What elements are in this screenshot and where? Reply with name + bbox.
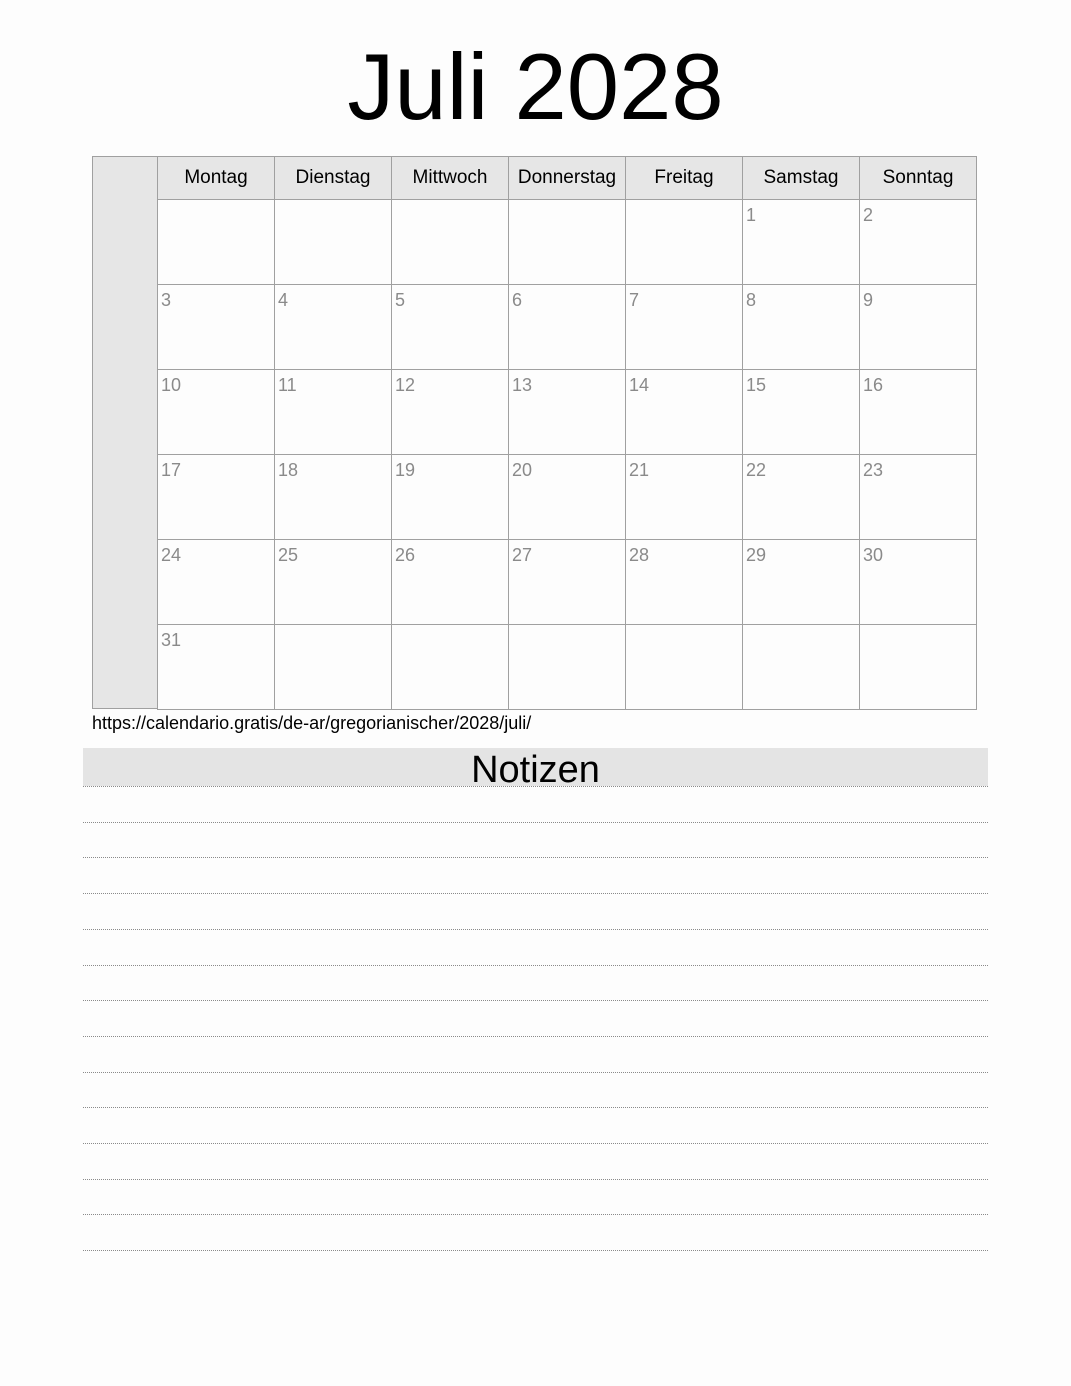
day-cell [626,625,743,710]
day-number [158,200,274,205]
day-number: 31 [161,630,182,650]
day-cell [158,455,275,540]
day-cell [743,455,860,540]
day-number: 18 [278,460,299,480]
day-number: 25 [278,545,299,565]
day-cell [275,540,392,625]
day-number: 1 [746,205,757,225]
weekday-header: Donnerstag [509,157,626,200]
day-number [275,625,391,630]
day-number: 8 [746,290,757,310]
day-number: 6 [512,290,523,310]
day-number: 16 [863,375,884,395]
weekday-header: Dienstag [275,157,392,200]
day-number: 26 [395,545,416,565]
note-line [83,1107,988,1108]
day-number: 27 [512,545,533,565]
day-cell [626,540,743,625]
note-line [83,1000,988,1001]
note-line [83,893,988,894]
day-cell [743,370,860,455]
day-number [743,625,859,630]
week-number-column [92,156,157,709]
day-number: 30 [863,545,884,565]
note-line [83,1250,988,1251]
weekday-header: Mittwoch [392,157,509,200]
weekday-header: Freitag [626,157,743,200]
week-row [158,285,977,370]
day-cell [860,370,977,455]
day-number: 20 [512,460,533,480]
day-cell [743,200,860,285]
day-cell [158,370,275,455]
week-row [158,455,977,540]
day-number: 10 [161,375,182,395]
day-cell [860,285,977,370]
day-number: 22 [746,460,767,480]
day-number [860,625,976,630]
day-cell [509,285,626,370]
note-line [83,857,988,858]
day-cell [860,200,977,285]
note-line [83,1072,988,1073]
calendar-grid [157,156,977,710]
source-url: https://calendario.gratis/de-ar/gregorianischer/2028/juli/ [92,713,532,733]
page-title: Juli 2028 [347,34,724,139]
day-number: 23 [863,460,884,480]
weekday-header: Sonntag [860,157,977,200]
day-number: 13 [512,375,533,395]
day-number [626,200,742,205]
day-cell [626,285,743,370]
week-row [158,625,977,710]
week-row [158,200,977,285]
day-number [509,625,625,630]
day-cell [392,370,509,455]
day-number: 12 [395,375,416,395]
note-line [83,1179,988,1180]
day-number: 19 [395,460,416,480]
day-number: 21 [629,460,650,480]
day-cell [275,455,392,540]
note-line [83,786,988,787]
day-cell [509,625,626,710]
day-cell [626,455,743,540]
day-cell [743,285,860,370]
day-number: 3 [161,290,172,310]
day-cell [275,200,392,285]
day-number: 14 [629,375,650,395]
day-number: 5 [395,290,406,310]
day-number: 2 [863,205,874,225]
day-cell [626,370,743,455]
weekday-header: Samstag [743,157,860,200]
day-number [392,625,508,630]
day-cell [392,455,509,540]
day-number [275,200,391,205]
note-line [83,1143,988,1144]
day-number [509,200,625,205]
note-line [83,822,988,823]
day-cell [275,370,392,455]
week-row [158,370,977,455]
day-number: 29 [746,545,767,565]
day-cell [860,625,977,710]
day-cell [158,540,275,625]
day-number: 9 [863,290,874,310]
day-cell [743,540,860,625]
day-number [392,200,508,205]
week-row [158,540,977,625]
day-number: 7 [629,290,640,310]
day-cell [626,200,743,285]
note-line [83,965,988,966]
day-cell [275,285,392,370]
note-line [83,1036,988,1037]
day-number: 15 [746,375,767,395]
day-number: 17 [161,460,182,480]
notes-heading: Notizen [83,748,988,786]
weekday-header: Montag [158,157,275,200]
day-cell [392,285,509,370]
day-cell [509,455,626,540]
day-cell [509,200,626,285]
weekday-header-row [158,157,977,200]
day-number: 24 [161,545,182,565]
day-number [626,625,742,630]
day-cell [275,625,392,710]
day-cell [158,625,275,710]
note-line [83,929,988,930]
day-number: 4 [278,290,289,310]
day-cell [860,540,977,625]
day-cell [158,200,275,285]
day-cell [509,540,626,625]
day-number: 11 [278,375,297,395]
day-cell [509,370,626,455]
day-cell [158,285,275,370]
note-line [83,1214,988,1215]
day-cell [392,625,509,710]
day-number: 28 [629,545,650,565]
day-cell [392,540,509,625]
day-cell [743,625,860,710]
day-cell [392,200,509,285]
day-cell [860,455,977,540]
